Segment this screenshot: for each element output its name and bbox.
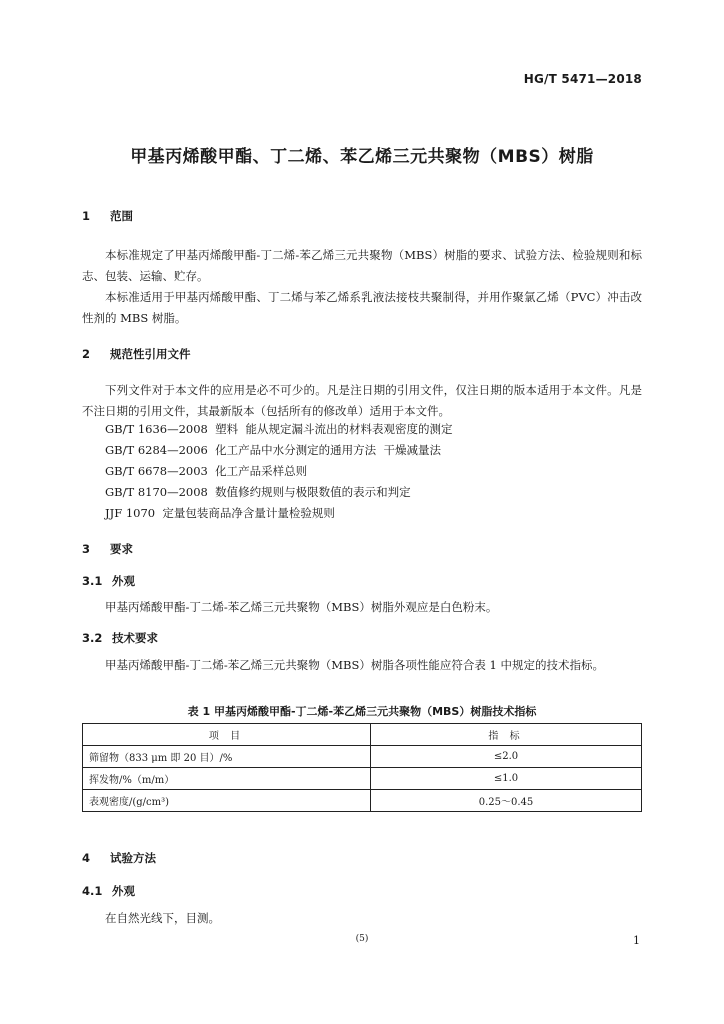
section-1-heading [82, 208, 133, 224]
section-number: 2 [82, 347, 91, 361]
section-number: 3.2 [82, 631, 103, 645]
table-caption: 表 1 甲基丙烯酸甲酯-丁二烯-苯乙烯三元共聚物（MBS）树脂技术指标 [187, 705, 537, 718]
section-4-1-heading [82, 883, 135, 899]
section-title: 范围 [110, 209, 133, 223]
row-item: 表观密度/(g/cm³) [83, 790, 371, 812]
reference-item: GB/T 6678—2003 化工产品采样总则 [105, 464, 308, 478]
section-1-paragraph-2: 本标准适用于甲基丙烯酸甲酯、丁二烯与苯乙烯系乳液法接枝共聚制得，并用作聚氯乙烯（PVC）冲击改性剂的 MBS 树脂。 [82, 290, 642, 325]
header-item: 项 目 [83, 724, 371, 746]
section-number: 3 [82, 542, 91, 556]
section-title: 外观 [112, 884, 135, 898]
header-value: 指 标 [371, 724, 642, 746]
row-item: 筛留物（833 μm 即 20 目）/% [83, 746, 371, 768]
section-4-1-paragraph: 在自然光线下，目测。 [105, 911, 220, 925]
page-number: 1 [633, 934, 640, 947]
reference-item: GB/T 6284—2006 化工产品中水分测定的通用方法 干燥减量法 [105, 443, 441, 457]
section-3-2-heading [82, 630, 158, 646]
row-value: ≤2.0 [371, 746, 642, 768]
section-title: 技术要求 [112, 631, 158, 645]
section-title: 规范性引用文件 [110, 347, 191, 361]
table-row [83, 768, 642, 790]
table-row [83, 790, 642, 812]
table-row [83, 746, 642, 768]
spec-table [82, 723, 642, 812]
section-3-1-heading [82, 573, 135, 589]
section-title: 要求 [110, 542, 133, 556]
standard-code: HG/T 5471—2018 [523, 72, 642, 86]
section-title: 外观 [112, 574, 135, 588]
document-title: 甲基丙烯酸甲酯、丁二烯、苯乙烯三元共聚物（MBS）树脂 [130, 147, 594, 167]
reference-item: JJF 1070 定量包装商品净含量计量检验规则 [105, 506, 335, 520]
footer-marker: (5) [355, 934, 369, 944]
section-number: 3.1 [82, 574, 103, 588]
table-header-row [83, 724, 642, 746]
section-title: 试验方法 [110, 851, 156, 865]
row-value: ≤1.0 [371, 768, 642, 790]
row-item: 挥发物/%（m/m） [83, 768, 371, 790]
row-value: 0.25～0.45 [371, 790, 642, 812]
section-number: 1 [82, 209, 91, 223]
section-3-heading [82, 541, 133, 557]
section-2-paragraph-1: 下列文件对于本文件的应用是必不可少的。凡是注日期的引用文件，仅注日期的版本适用于本文件。凡是不注日期的引用文件，其最新版本（包括所有的修改单）适用于本文件。 [82, 383, 642, 418]
section-1-paragraph-1: 本标准规定了甲基丙烯酸甲酯-丁二烯-苯乙烯三元共聚物（MBS）树脂的要求、试验方法、检验规则和标志、包装、运输、贮存。 [82, 248, 642, 283]
section-3-2-paragraph: 甲基丙烯酸甲酯-丁二烯-苯乙烯三元共聚物（MBS）树脂各项性能应符合表 1 中规定的技术指标。 [105, 658, 604, 672]
section-4-heading [82, 850, 156, 866]
reference-item: GB/T 8170—2008 数值修约规则与极限数值的表示和判定 [105, 485, 411, 499]
section-2-heading [82, 346, 191, 362]
reference-item: GB/T 1636—2008 塑料 能从规定漏斗流出的材料表观密度的测定 [105, 422, 453, 436]
section-number: 4.1 [82, 884, 103, 898]
section-number: 4 [82, 851, 91, 865]
section-3-1-paragraph: 甲基丙烯酸甲酯-丁二烯-苯乙烯三元共聚物（MBS）树脂外观应是白色粉末。 [105, 600, 498, 614]
